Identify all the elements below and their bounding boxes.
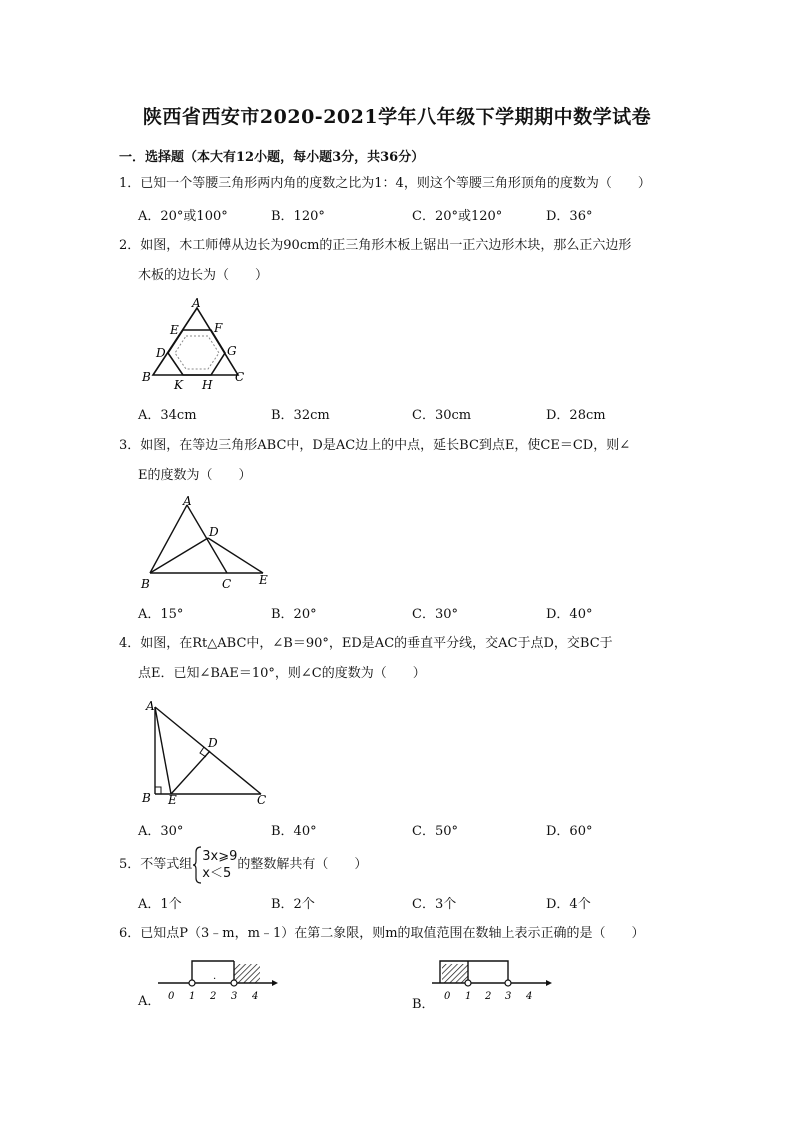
option-b[interactable]: B． (412, 997, 435, 1012)
question-1-options (138, 205, 698, 225)
label-b: B (141, 577, 150, 591)
option-b[interactable]: B．120° (271, 209, 325, 224)
question-1: 1．已知一个等腰三角形两内角的度数之比为1：4，则这个等腰三角形顶角的度数为（ ） (119, 176, 651, 191)
inequality-system (192, 846, 237, 884)
label-c: C (257, 793, 267, 807)
tick-1: 1 (189, 991, 196, 1002)
label-a: A (146, 699, 155, 713)
question-5-suffix: 的整数解共有（ ） (237, 857, 368, 872)
label-b: B (142, 791, 151, 805)
option-d[interactable]: D．36° (546, 209, 593, 224)
label-c: C (222, 577, 232, 591)
option-c[interactable]: C．30° (412, 607, 458, 622)
question-5-options (138, 893, 698, 913)
tick-4: 4 (526, 991, 533, 1002)
number-line-b[interactable] (432, 955, 552, 1005)
figure-triangle-hexagon (140, 296, 250, 392)
option-c[interactable]: C．50° (412, 824, 458, 839)
question-2-line-1: 2．如图，木工师傅从边长为90cm的正三角形木板上锯出一正六边形木块，那么正六边形 (119, 238, 632, 253)
option-d[interactable]: D．28cm (546, 408, 606, 423)
tick-3: 3 (505, 991, 512, 1002)
label-e: E (170, 323, 179, 337)
option-c[interactable]: C．30cm (412, 408, 472, 423)
label-g: G (227, 344, 237, 358)
label-c: C (235, 370, 245, 384)
option-a[interactable]: A．15° (138, 607, 184, 622)
stray-mark: . (213, 971, 217, 982)
label-a: A (183, 494, 192, 508)
exam-title: 陕西省西安市2020-2021学年八年级下学期期中数学试卷 (142, 106, 652, 128)
question-4-line-2: 点E．已知∠BAE＝10°，则∠C的度数为（ ） (138, 666, 426, 681)
option-c[interactable]: C．20°或120° (412, 209, 503, 224)
question-3-options (138, 603, 698, 623)
label-h: H (202, 378, 213, 392)
label-e: E (168, 793, 177, 807)
figure-right-triangle (138, 698, 278, 808)
question-2-options (138, 404, 698, 424)
triangle-abc (153, 308, 238, 375)
option-d[interactable]: D．40° (546, 607, 593, 622)
option-a[interactable]: A．34cm (138, 408, 197, 423)
left-brace-icon (192, 846, 202, 884)
option-d[interactable]: D．60° (546, 824, 593, 839)
number-line-a[interactable] (158, 955, 278, 1005)
option-b[interactable]: B．2个 (271, 897, 315, 912)
question-5-prefix: 5．不等式组 (119, 857, 193, 872)
label-d: D (208, 736, 218, 750)
inequality-1: 3x⩾9 (202, 849, 238, 864)
label-e: E (259, 573, 268, 587)
label-d: D (156, 346, 166, 360)
question-2-line-2: 木板的边长为（ ） (138, 268, 269, 283)
tick-1: 1 (465, 991, 472, 1002)
question-3-line-1: 3．如图，在等边三角形ABC中，D是AC边上的中点，延长BC到点E，使CE＝CD，则∠ (119, 438, 631, 453)
option-a[interactable]: A．30° (138, 824, 184, 839)
option-b[interactable]: B．20° (271, 607, 317, 622)
label-d: D (209, 525, 219, 539)
tick-0: 0 (444, 991, 451, 1002)
tick-3: 3 (231, 991, 238, 1002)
tick-4: 4 (252, 991, 259, 1002)
option-c[interactable]: C．3个 (412, 897, 457, 912)
option-d[interactable]: D．4个 (546, 897, 591, 912)
question-5 (119, 846, 679, 886)
question-6: 6．已知点P（3﹣m，m﹣1）在第二象限，则m的取值范围在数轴上表示正确的是（ ） (119, 926, 645, 941)
hexagon-dashed (175, 336, 219, 369)
tick-2: 2 (485, 991, 492, 1002)
option-b[interactable]: B．40° (271, 824, 317, 839)
option-b[interactable]: B．32cm (271, 408, 330, 423)
inequality-2: x＜5 (202, 866, 232, 881)
label-k: K (174, 378, 183, 392)
option-a[interactable]: A．1个 (138, 897, 182, 912)
question-4-options (138, 820, 698, 840)
question-3-line-2: E的度数为（ ） (138, 468, 252, 483)
tick-2: 2 (210, 991, 217, 1002)
question-4-line-1: 4．如图，在Rt△ABC中，∠B＝90°，ED是AC的垂直平分线，交AC于点D，交BC于 (119, 636, 613, 651)
label-a: A (192, 296, 201, 310)
option-a[interactable]: A．20°或100° (138, 209, 228, 224)
label-f: F (214, 321, 223, 335)
figure-equilateral-extension (138, 494, 278, 592)
section-heading: 一．选择题（本大有12小题，每小题3分，共36分） (119, 150, 425, 165)
tick-0: 0 (168, 991, 175, 1002)
label-b: B (142, 370, 151, 384)
option-a[interactable]: A． (138, 994, 161, 1009)
